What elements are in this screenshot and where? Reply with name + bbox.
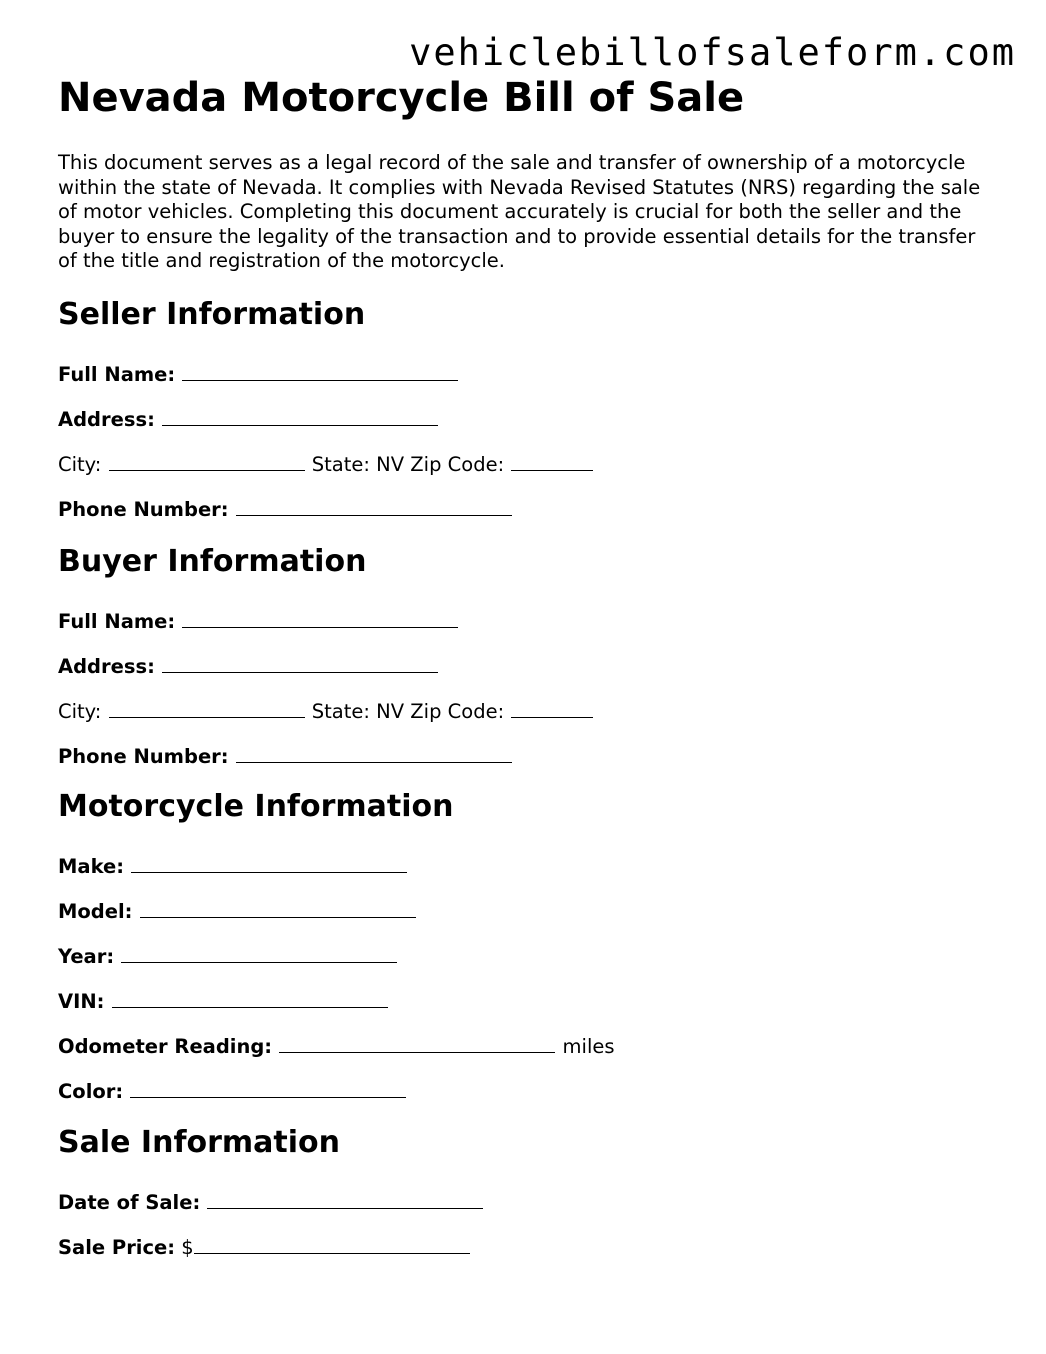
seller-phone-label: Phone Number: — [58, 498, 229, 521]
odometer-field[interactable] — [58, 1035, 615, 1057]
motorcycle-heading: Motorcycle Information — [58, 789, 454, 824]
vin-blank[interactable] — [112, 990, 388, 1008]
seller-heading: Seller Information — [58, 297, 366, 332]
sale-price-label: Sale Price: — [58, 1236, 176, 1259]
seller-address-label: Address: — [58, 408, 155, 431]
seller-city-field[interactable] — [58, 453, 594, 475]
buyer-full-name-field[interactable] — [58, 610, 459, 632]
model-blank[interactable] — [140, 900, 416, 918]
buyer-phone-blank[interactable] — [236, 745, 512, 763]
year-field[interactable] — [58, 945, 398, 967]
seller-address-field[interactable] — [58, 408, 439, 430]
make-field[interactable] — [58, 855, 408, 877]
color-field[interactable] — [58, 1080, 407, 1102]
buyer-zip-blank[interactable] — [511, 700, 593, 718]
make-label: Make: — [58, 855, 125, 878]
odometer-unit: miles — [562, 1035, 615, 1058]
buyer-address-blank[interactable] — [162, 655, 438, 673]
model-label: Model: — [58, 900, 133, 923]
seller-phone-blank[interactable] — [236, 498, 512, 516]
buyer-phone-field[interactable] — [58, 745, 513, 767]
seller-city-label: City: — [58, 453, 102, 476]
buyer-full-name-label: Full Name: — [58, 610, 176, 633]
currency-symbol: $ — [181, 1236, 194, 1259]
page-title: Nevada Motorcycle Bill of Sale — [58, 75, 745, 121]
seller-full-name-field[interactable] — [58, 363, 459, 385]
vin-field[interactable] — [58, 990, 389, 1012]
buyer-full-name-blank[interactable] — [182, 610, 458, 628]
vin-label: VIN: — [58, 990, 105, 1013]
seller-zip-blank[interactable] — [511, 453, 593, 471]
year-blank[interactable] — [121, 945, 397, 963]
buyer-heading: Buyer Information — [58, 544, 367, 579]
buyer-city-label: City: — [58, 700, 102, 723]
seller-full-name-label: Full Name: — [58, 363, 176, 386]
seller-city-blank[interactable] — [109, 453, 305, 471]
date-of-sale-blank[interactable] — [207, 1191, 483, 1209]
color-blank[interactable] — [130, 1080, 406, 1098]
buyer-city-field[interactable] — [58, 700, 594, 722]
seller-state-zip-label: State: NV Zip Code: — [311, 453, 505, 476]
buyer-address-label: Address: — [58, 655, 155, 678]
sale-price-blank[interactable] — [194, 1236, 470, 1254]
odometer-label: Odometer Reading: — [58, 1035, 273, 1058]
buyer-state-zip-label: State: NV Zip Code: — [311, 700, 505, 723]
buyer-address-field[interactable] — [58, 655, 439, 677]
seller-phone-field[interactable] — [58, 498, 513, 520]
seller-full-name-blank[interactable] — [182, 363, 458, 381]
buyer-phone-label: Phone Number: — [58, 745, 229, 768]
odometer-blank[interactable] — [279, 1035, 555, 1053]
sale-heading: Sale Information — [58, 1125, 340, 1160]
model-field[interactable] — [58, 900, 417, 922]
intro-paragraph: This document serves as a legal record of the sale and transfer of ownership of a motorcycle within the state of Nevada. It complies with Nevada Revised Statutes (NRS) regarding the sale of motor vehicles. Completing this document accurately is crucial for both the seller and the buyer to ensure the legality of the transaction and to provide essential details for the transfer of the title and registration of the motorcycle. — [58, 151, 981, 272]
date-of-sale-field[interactable] — [58, 1191, 484, 1213]
color-label: Color: — [58, 1080, 124, 1103]
make-blank[interactable] — [131, 855, 407, 873]
date-of-sale-label: Date of Sale: — [58, 1191, 201, 1214]
seller-address-blank[interactable] — [162, 408, 438, 426]
sale-price-field[interactable] — [58, 1236, 471, 1258]
buyer-city-blank[interactable] — [109, 700, 305, 718]
year-label: Year: — [58, 945, 115, 968]
watermark: vehiclebillofsaleform.com — [409, 31, 1016, 74]
